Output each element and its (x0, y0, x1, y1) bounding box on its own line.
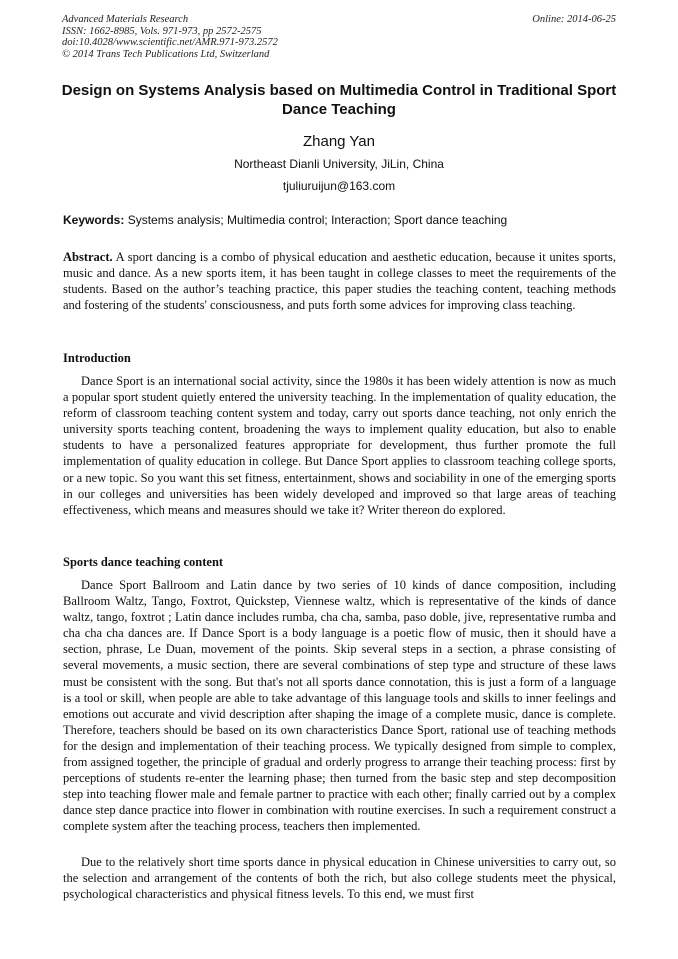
doi-line: doi:10.4028/www.scientific.net/AMR.971-973.2572 (62, 37, 278, 48)
abstract (63, 249, 616, 313)
abstract-text: A sport dancing is a combo of physical education and aesthetic education, because it unites sports, music and dance. As a new sports item, it has been taught in college classes to meet the requirements of the students. Based on the author’s teaching practice, this paper studies the teaching content, teaching methods and fostering of the students' consciousness, and puts forth some advices for improving class teaching. (63, 250, 616, 313)
sports-dance-paragraph-1: Dance Sport Ballroom and Latin dance by two series of 10 kinds of dance composition, including Ballroom Waltz, Tango, Foxtrot, Quickstep, Viennese waltz, which is representative of the kinds of dance waltz, tango, foxtrot ; Latin dance includes rumba, cha cha, samba, paso doble, jive, representative rumba and cha cha cha dances are. If Dance Sport is a body language is a poetic flow of music, then it should have a section, phrase, Le Duan, movement of the points. Skip several steps in a section, a phrase consisting of several movements, a music section, there are several combinations of step type and structure of these laws must be consistent with the song. But that's not all sports dance connotation, this is just a form of a language is a tool or skill, when people are able to take advantage of this language tools and skills to inner feelings and emotions out accurate and vivid description after shaping the image of a complete music, dance is complete. Therefore, teachers should be based on its own characteristics Dance Sport, rational use of teaching methods for the design and implementation of their teaching process. We typically designed from simple to complex, from assigned together, the principle of gradual and orderly progress to arrange their teaching process: first by perceptions of students re-enter the learning phase; then turned from the basic step and step decomposition step into teaching flower male and female partner to practice with each other; finally carried out by a complex dance step dance practice into flower in combination with routine exercises. In such a requirement construct a complete system after the teaching process, teachers then implemented. (63, 578, 616, 834)
author-name: Zhang Yan (302, 133, 375, 150)
introduction-paragraph: Dance Sport is an international social activity, since the 1980s it has been widely attention is now as much a popular sport student quietly entered the university teaching. In the implementation of quality education, the reform of classroom teaching content system and today, carry out sports dance teaching, not only enrich the university sports teaching content, broadening the ways to implement quality education, but also to enable students to have a personalized features appropriate for development, thus further promote the full implementation of quality education in college. But Dance Sport applies to classroom teaching college sports, or a new topic. So you want this set fitness, entertainment, shows and sociability in one of the emerging sports in our colleges and universities has been widely developed and improved so that large areas of teaching effectiveness, which means and measures should we take it? Writer thereon do explored. (63, 374, 616, 517)
online-date: Online: 2014-06-25 (532, 14, 616, 25)
journal-name: Advanced Materials Research (62, 14, 189, 25)
author-affiliation: Northeast Dianli University, JiLin, China (234, 157, 444, 171)
journal-header (62, 14, 616, 60)
copyright-line: © 2014 Trans Tech Publications Ltd, Switzerland (62, 48, 270, 60)
sports-dance-paragraph-2: Due to the relatively short time sports dance in physical education in Chinese universities to carry out, so the selection and arrangement of the contents of both the rich, but also college students meet the physical, psychological characteristics and physical fitness levels. To this end, we must first (63, 855, 616, 902)
issn-line: ISSN: 1662-8985, Vols. 971-973, pp 2572-2575 (62, 25, 262, 37)
paper-title: Design on Systems Analysis based on Multimedia Control in Traditional Sport Dance Teaching (61, 82, 617, 118)
abstract-label: Abstract. (63, 250, 113, 264)
keywords-text: Systems analysis; Multimedia control; Interaction; Sport dance teaching (124, 213, 508, 227)
keywords-label: Keywords: (63, 213, 125, 227)
keywords (63, 213, 623, 227)
author-email: tjuliuruijun@163.com (282, 179, 396, 193)
introduction-heading: Introduction (63, 351, 131, 365)
sports-dance-heading: Sports dance teaching content (63, 555, 224, 569)
